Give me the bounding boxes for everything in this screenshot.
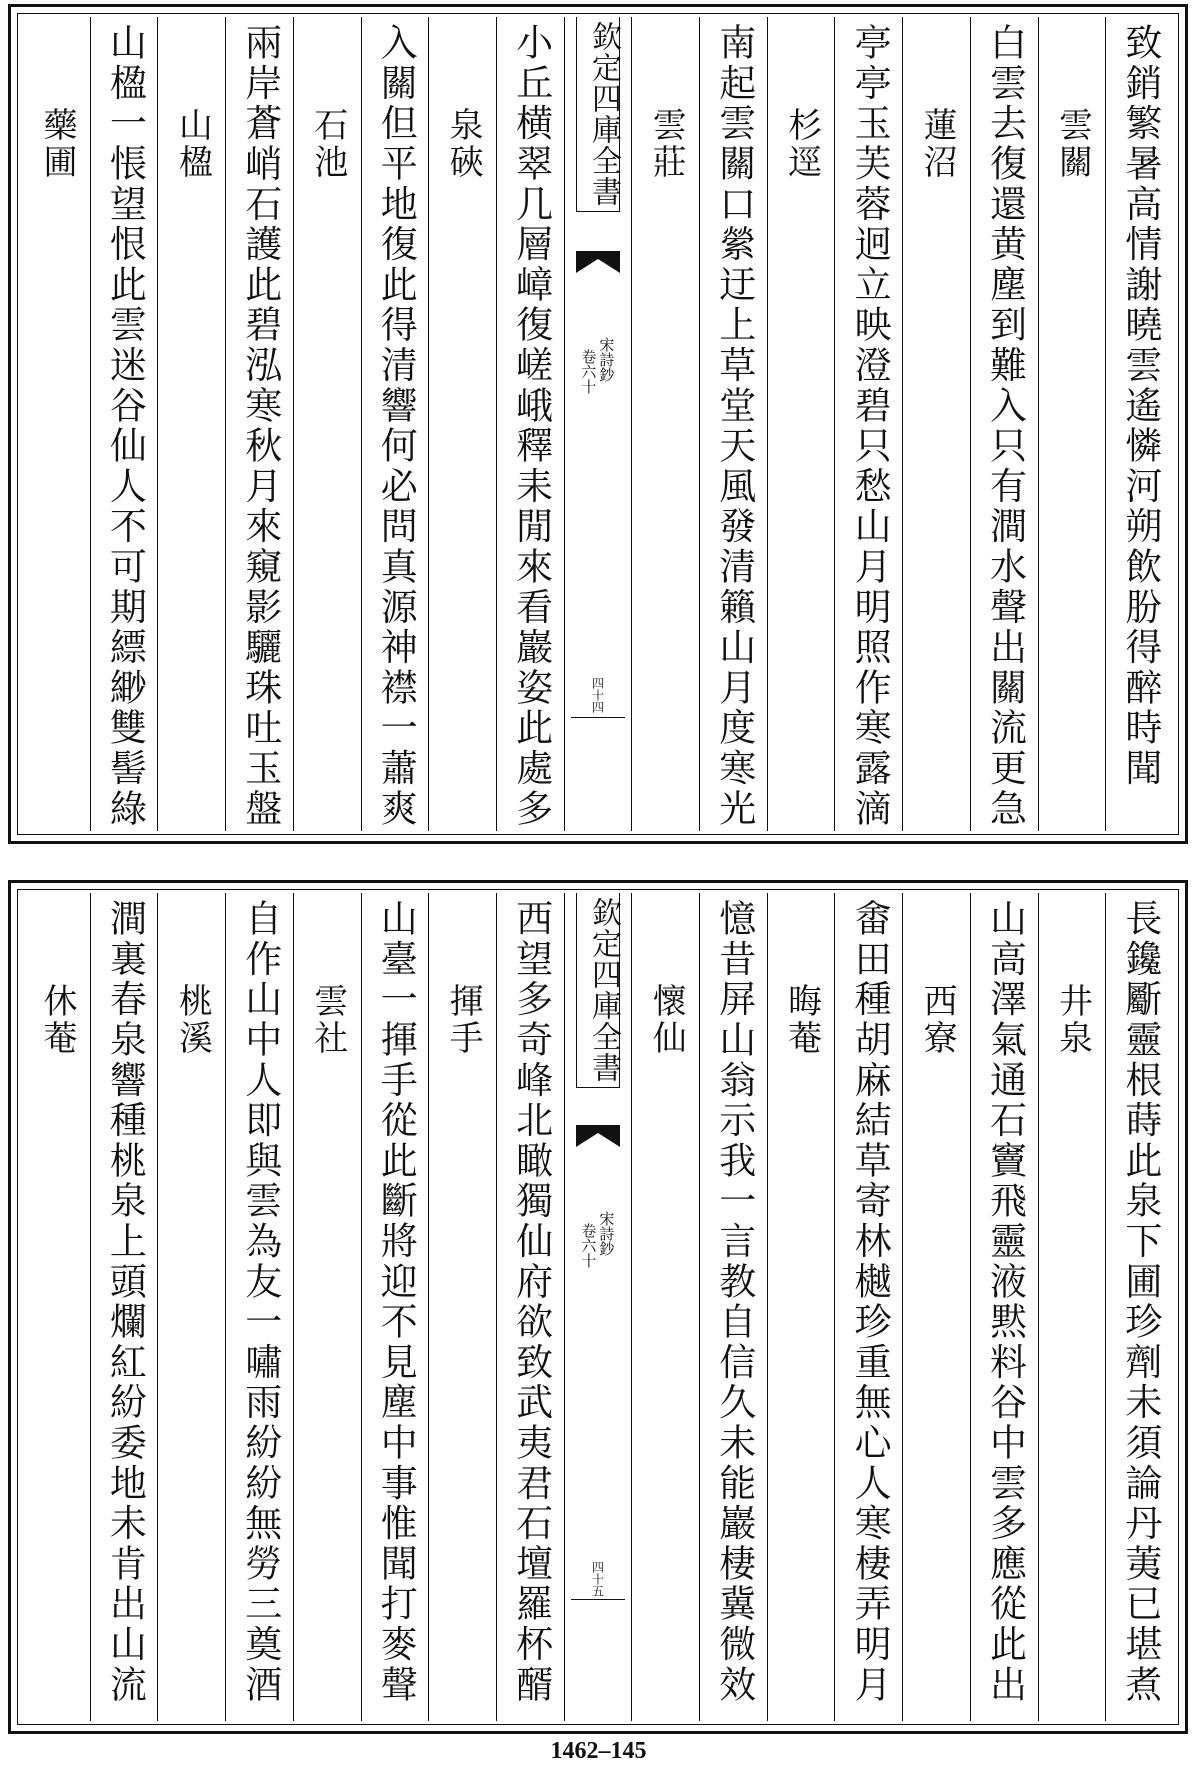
column-title [157,17,225,831]
volume-number: 卷六十 [579,349,598,394]
column [970,893,1038,1721]
verse-text: 南起雲關口縈迂上草堂天風發清籟山月度寒光 [712,23,756,829]
column [361,893,429,1721]
poem-title: 雲莊 [646,107,687,182]
verse-text: 白雲去復還黄塵到難入只有澗水聲出關流更急 [983,23,1027,829]
column-title [428,17,496,831]
text-columns-top [23,17,1173,831]
folio-rule [571,1599,626,1600]
verse-text: 致銷繁暑高情謝曉雲遙憐河朔飲朌得醉時聞 [1118,23,1162,789]
verse-text: 兩岸蒼峭石護此碧泓寒秋月來窺影驪珠吐玉盤 [238,23,282,829]
poem-title: 山楹 [172,107,213,182]
book-name: 宋詩鈔 [597,1211,616,1256]
column-title [293,17,361,831]
folio-number: 四十四 [590,677,605,713]
verse-text: 畬田種胡麻結草寄林樾珍重無心人寒棲弄明月 [848,899,892,1705]
volume-number: 卷六十 [579,1223,598,1268]
poem-title: 雲社 [307,983,348,1058]
column [834,17,902,831]
verse-text: 憶昔屏山翁示我一言教自信久未能巖棲冀微效 [712,899,756,1705]
text-columns-bottom [23,893,1173,1721]
column [1105,17,1173,831]
column-title [1038,17,1106,831]
column-title [157,893,225,1721]
column [1105,893,1173,1721]
column [225,17,293,831]
column-title [902,17,970,831]
fishtail-mark [576,251,620,273]
poem-title: 懷仙 [646,983,687,1058]
column [970,17,1038,831]
column-title [902,893,970,1721]
poem-title: 西寮 [917,983,958,1058]
column [496,17,564,831]
verse-text: 小丘横翠几層嶂復嵯峨釋耒閒來看巖姿此處多 [509,23,553,829]
verse-text: 長鑱斸靈根蒔此泉下圃珍劑未須論丹荑已堪煮 [1118,899,1162,1705]
book-name: 宋詩鈔 [597,337,616,382]
poem-title: 石池 [307,107,348,182]
column [225,893,293,1721]
poem-title: 桃溪 [172,983,213,1058]
column-title [767,893,835,1721]
poem-title: 休菴 [36,983,77,1058]
poem-title: 蓮沼 [917,107,958,182]
verse-text: 山高澤氣通石竇飛靈液黙料谷中雲多應從此出 [983,899,1027,1705]
center-column [564,17,632,831]
folio-rule [571,717,626,718]
page-bottom [8,880,1188,1734]
column [834,893,902,1721]
folio-number: 四十五 [590,1561,605,1597]
verse-text: 山楹一悵望恨此雲迷谷仙人不可期縹緲雙髻綠 [103,23,147,829]
column-title [23,893,90,1721]
library-title-box [576,893,620,1088]
verse-text: 西望多奇峰北瞰獨仙府欲致武夷君石壇羅杯醑 [509,899,553,1705]
column [496,893,564,1721]
poem-title: 井泉 [1052,983,1093,1058]
column-title [631,17,699,831]
fishtail-mark [576,1125,620,1147]
poem-title: 泉硤 [443,107,484,182]
column [361,17,429,831]
column-title [23,17,90,831]
column [90,17,158,831]
column-title [293,893,361,1721]
library-title: 欽定四庫全書 [586,897,622,1083]
page-top [8,4,1188,844]
poem-title: 雲關 [1052,107,1093,182]
library-title-box [576,17,620,212]
column-title [1038,893,1106,1721]
column [699,893,767,1721]
column [90,893,158,1721]
column [699,17,767,831]
column-title [767,17,835,831]
page-number: 1462–145 [550,1738,647,1764]
column-title [428,893,496,1721]
poem-title: 揮手 [443,983,484,1058]
verse-text: 亭亭玉芙蓉迥立映澄碧只愁山月明照作寒露滴 [848,23,892,829]
verse-text: 澗裏春泉響種桃泉上頭爛紅紛委地未肯出山流 [103,899,147,1705]
poem-title: 藥圃 [36,107,77,182]
library-title: 欽定四庫全書 [586,21,622,207]
verse-text: 入關但平地復此得清響何必問真源神襟一蕭爽 [374,23,418,829]
poem-title: 杉逕 [781,107,822,182]
center-column [564,893,632,1721]
verse-text: 山臺一揮手從此斷將迎不見塵中事惟聞打麥聲 [374,899,418,1705]
poem-title: 晦菴 [781,983,822,1058]
column-title [631,893,699,1721]
verse-text: 自作山中人即與雲為友一嘯雨紛紛無勞三奠酒 [238,899,282,1705]
